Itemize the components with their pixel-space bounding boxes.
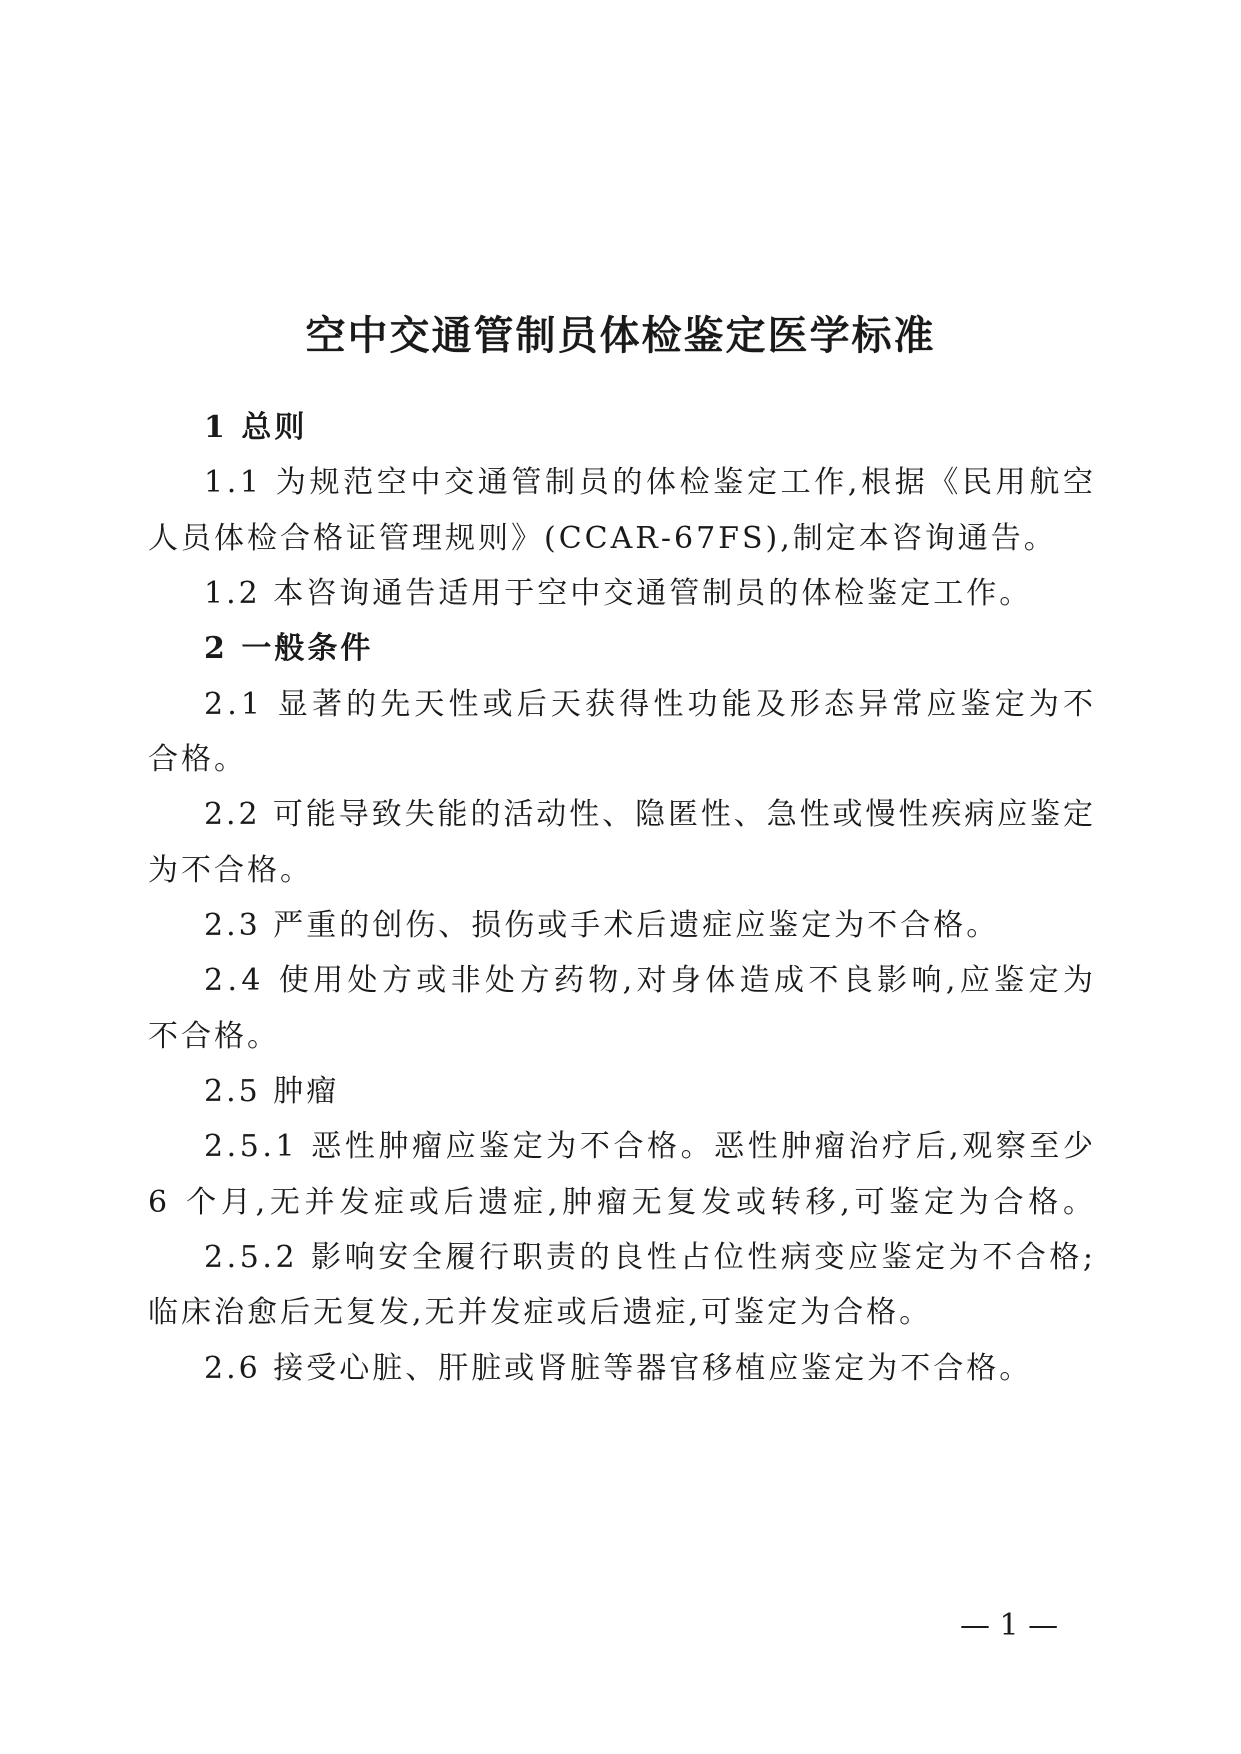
text-line-content: 2.2 可能导致失能的活动性、隐匿性、急性或慢性疾病应鉴定 — [204, 797, 1096, 832]
text-line — [204, 573, 1093, 615]
document-title: 空中交通管制员体检鉴定医学标准 — [305, 312, 936, 359]
text-line-content: 1.2 本咨询通告适用于空中交通管制员的体检鉴定工作。 — [204, 576, 1033, 611]
text-line-content: 1 总则 — [204, 410, 308, 445]
text-line-content: 1.1 为规范空中交通管制员的体检鉴定工作,根据《民用航空 — [204, 465, 1097, 500]
text-line — [204, 1237, 1097, 1279]
text-line-content: 2.4 使用处方或非处方药物,对身体造成不良影响,应鉴定为 — [204, 963, 1098, 998]
text-line — [204, 905, 1093, 947]
text-line-content: 2.5.2 影响安全履行职责的良性占位性病变应鉴定为不合格; — [204, 1240, 1097, 1275]
section-heading — [204, 628, 1093, 670]
text-line-content: 不合格。 — [148, 1019, 280, 1054]
text-line — [148, 1292, 1093, 1334]
text-line — [204, 684, 1098, 726]
text-line — [148, 850, 1093, 892]
text-line-content: 合格。 — [148, 742, 247, 777]
text-line-content: 2.1 显著的先天性或后天获得性功能及形态异常应鉴定为不 — [204, 687, 1098, 722]
text-line — [204, 1348, 1093, 1390]
text-line — [148, 739, 1093, 781]
text-line — [204, 960, 1098, 1002]
text-line — [148, 1182, 1098, 1224]
text-line-content: 2.3 严重的创伤、损伤或手术后遗症应鉴定为不合格。 — [204, 908, 1000, 943]
text-line-content: 2.6 接受心脏、肝脏或肾脏等器官移植应鉴定为不合格。 — [204, 1351, 1033, 1386]
text-line — [204, 462, 1097, 504]
text-line — [204, 794, 1096, 836]
text-line-content: 2.5 肿瘤 — [204, 1074, 340, 1109]
text-line-content: 6 个月,无并发症或后遗症,肿瘤无复发或转移,可鉴定为合格。 — [148, 1185, 1098, 1220]
text-line — [148, 518, 1093, 560]
section-heading — [204, 407, 1093, 449]
text-line-content: 临床治愈后无复发,无并发症或后遗症,可鉴定为合格。 — [148, 1295, 933, 1330]
text-line — [204, 1071, 1093, 1113]
text-line-content: 人员体检合格证管理规则》(CCAR-67FS),制定本咨询通告。 — [148, 521, 1057, 556]
text-line-content: 为不合格。 — [148, 853, 313, 888]
text-line — [204, 1126, 1097, 1168]
page-number: — 1 — — [960, 1608, 1059, 1643]
text-line-content: 2 一般条件 — [204, 631, 374, 666]
text-line — [148, 1016, 1093, 1058]
text-line-content: 2.5.1 恶性肿瘤应鉴定为不合格。恶性肿瘤治疗后,观察至少 — [204, 1129, 1097, 1164]
